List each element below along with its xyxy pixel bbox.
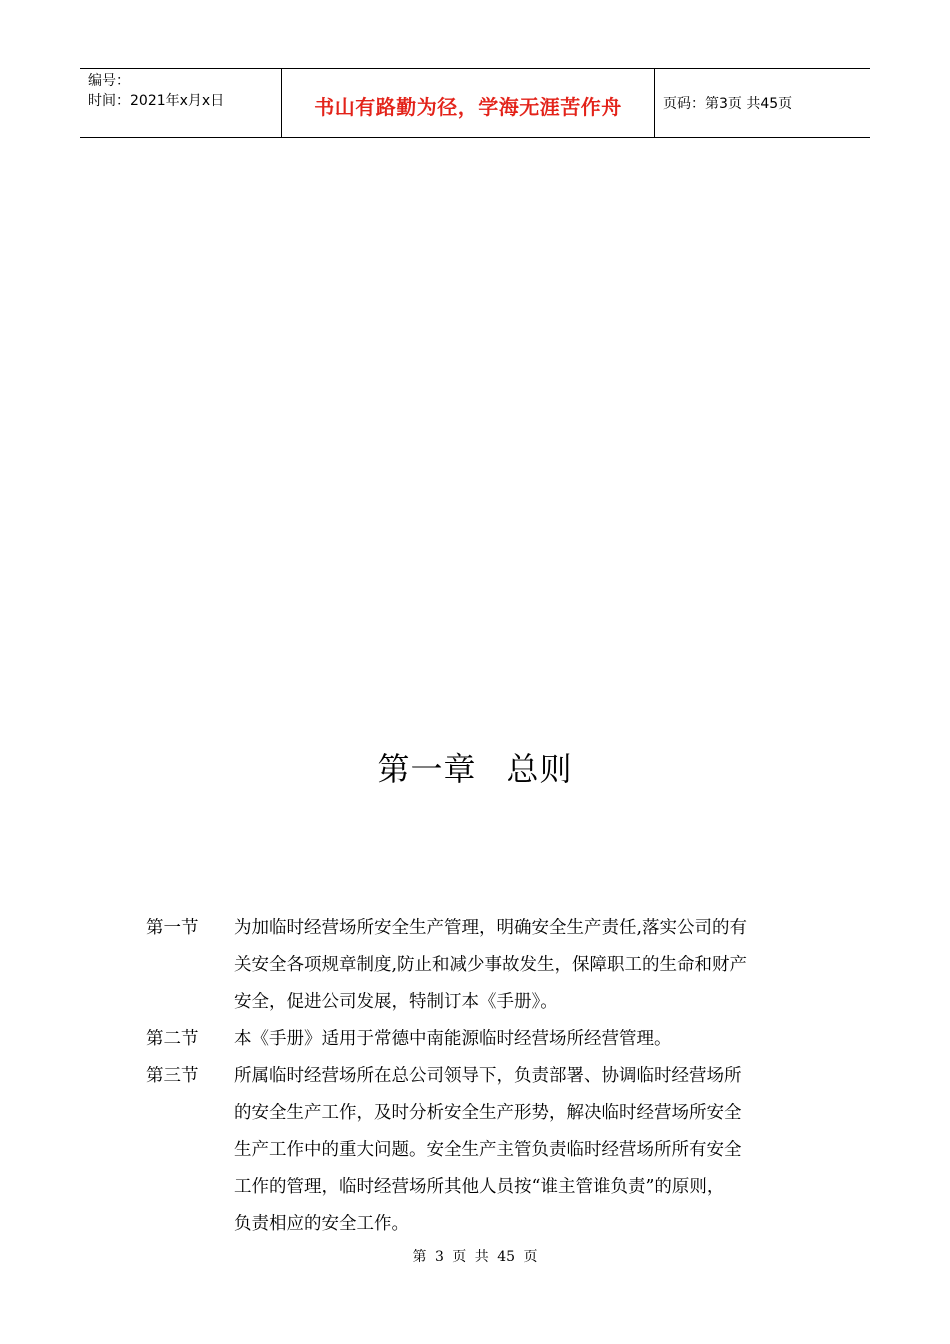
article-list [146,910,826,1243]
article-line: 工作的管理，临时经营场所其他人员按“谁主管谁负责”的原则， [234,1177,725,1197]
article-label: 第三节 [146,1066,199,1086]
article-line: 负责相应的安全工作。 [234,1214,409,1234]
time-label: 时间：2021年x月x日 [88,93,225,109]
article-line: 本《手册》适用于常德中南能源临时经营场所经营管理。 [234,1029,672,1049]
page-info: 页码：第3页 共45页 [663,96,793,112]
article-body [234,910,806,1021]
article-line: 为加临时经营场所安全生产管理，明确安全生产责任,落实公司的有 [234,918,748,938]
article-2 [146,1021,826,1058]
motto: 书山有路勤为径，学海无涯苦作舟 [314,94,622,119]
chapter-title-main: 第一章 [377,750,477,788]
header-page-cell [655,69,870,137]
page-footer: 第 3 页 共 45 页 [412,1249,538,1265]
article-line: 关安全各项规章制度,防止和减少事故发生，保障职工的生命和财产 [234,955,748,975]
article-1 [146,910,826,1021]
article-body [234,1021,806,1058]
number-label: 编号： [88,73,130,89]
article-line: 安全，促进公司发展，特制订本《手册》。 [234,992,558,1012]
article-line: 所属临时经营场所在总公司领导下，负责部署、协调临时经营场所 [234,1066,742,1086]
article-3 [146,1058,826,1243]
chapter-title [0,744,950,790]
article-line: 生产工作中的重大问题。安全生产主管负责临时经营场所所有安全 [234,1140,742,1160]
article-label: 第二节 [146,1029,199,1049]
header-meta-cell [80,69,282,137]
article-body [234,1058,806,1243]
article-line: 的安全生产工作，及时分析安全生产形势，解决临时经营场所安全 [234,1103,742,1123]
article-label: 第一节 [146,918,199,938]
header-table [80,68,870,138]
chapter-title-sub: 总则 [506,750,573,788]
header-motto-cell [282,69,655,137]
